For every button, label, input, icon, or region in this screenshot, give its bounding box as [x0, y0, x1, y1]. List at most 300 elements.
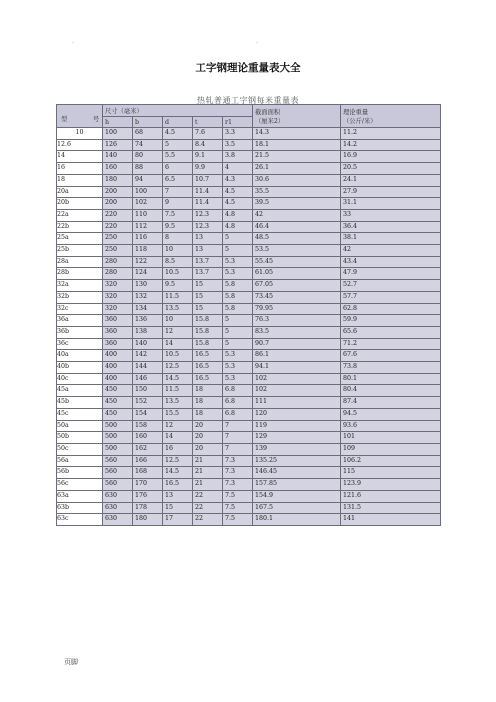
value-cell: 59.9 [341, 315, 441, 327]
value-cell: 360 [103, 338, 133, 350]
value-cell: 168 [133, 467, 163, 479]
value-cell: 21 [193, 479, 223, 491]
value-cell: 118 [133, 245, 163, 257]
value-cell: 16.5 [193, 350, 223, 362]
model-cell: 20a [57, 186, 103, 198]
table-row [57, 221, 441, 233]
model-cell: 32c [57, 303, 103, 315]
model-cell: 63c [57, 514, 103, 526]
value-cell: 146 [133, 373, 163, 385]
value-cell: 5 [223, 245, 253, 257]
value-cell: 16 [163, 443, 193, 455]
value-cell: 111 [253, 397, 341, 409]
value-cell: 13.5 [163, 397, 193, 409]
value-cell: 11.2 [341, 128, 441, 140]
value-cell: 42 [253, 209, 341, 221]
value-cell: 33 [341, 209, 441, 221]
value-cell: 5 [223, 326, 253, 338]
value-cell: 80 [133, 151, 163, 163]
value-cell: 68 [133, 128, 163, 140]
value-cell: 4.3 [223, 174, 253, 186]
model-cell: 28b [57, 268, 103, 280]
value-cell: 160 [103, 163, 133, 175]
table-row [57, 256, 441, 268]
value-cell: 14.2 [341, 139, 441, 151]
value-cell: 65.6 [341, 326, 441, 338]
value-cell: 7.5 [223, 502, 253, 514]
table-row [57, 479, 441, 491]
table-row [57, 186, 441, 198]
value-cell: 16.9 [341, 151, 441, 163]
value-cell: 52.7 [341, 280, 441, 292]
model-cell: 63b [57, 502, 103, 514]
table-row [57, 514, 441, 526]
value-cell: 280 [103, 268, 133, 280]
value-cell: 129 [253, 432, 341, 444]
table-row [57, 443, 441, 455]
value-cell: 90.7 [253, 338, 341, 350]
table-row [57, 350, 441, 362]
value-cell: 116 [133, 233, 163, 245]
value-cell: 130 [133, 280, 163, 292]
document-title: 工字钢理论重量表大全 [195, 62, 301, 74]
value-cell: 74 [133, 139, 163, 151]
value-cell: 500 [103, 420, 133, 432]
value-cell: 7.5 [223, 514, 253, 526]
value-cell: 13 [193, 233, 223, 245]
table-row [57, 420, 441, 432]
value-cell: 94.1 [253, 362, 341, 374]
table-row [57, 397, 441, 409]
value-cell: 88 [133, 163, 163, 175]
table-row [57, 233, 441, 245]
value-cell: 12 [163, 420, 193, 432]
value-cell: 15.5 [163, 408, 193, 420]
model-cell: 40b [57, 362, 103, 374]
model-cell: 50a [57, 420, 103, 432]
value-cell: 94.5 [341, 408, 441, 420]
value-cell: 36.4 [341, 221, 441, 233]
value-cell: 8.5 [163, 256, 193, 268]
value-cell: 7.3 [223, 479, 253, 491]
value-cell: 73.8 [341, 362, 441, 374]
value-cell: 560 [103, 455, 133, 467]
value-cell: 320 [103, 291, 133, 303]
model-header-label: 号 [93, 116, 100, 123]
value-cell: 5 [223, 338, 253, 350]
model-cell: 12.6 [57, 139, 103, 151]
value-cell: 320 [103, 280, 133, 292]
value-cell: 14.5 [163, 373, 193, 385]
value-cell: 158 [133, 420, 163, 432]
table-row [57, 408, 441, 420]
value-cell: 3.8 [223, 151, 253, 163]
table-body [57, 128, 441, 526]
model-cell: 45b [57, 397, 103, 409]
area-header-label: 截面面积 [255, 109, 281, 116]
table-row [57, 362, 441, 374]
value-cell: 93.6 [341, 420, 441, 432]
value-cell: 10 [163, 245, 193, 257]
page-footer: 页脚 [64, 658, 78, 666]
value-cell: 7 [163, 186, 193, 198]
value-cell: 7.6 [193, 128, 223, 140]
value-cell: 5.3 [223, 362, 253, 374]
value-cell: 12.5 [163, 362, 193, 374]
value-cell: 9.5 [163, 280, 193, 292]
value-cell: 21 [193, 467, 223, 479]
value-cell: 140 [133, 338, 163, 350]
value-cell: 26.1 [253, 163, 341, 175]
value-cell: 55.45 [253, 256, 341, 268]
value-cell: 6.8 [223, 385, 253, 397]
value-cell: 16.5 [163, 479, 193, 491]
value-cell: 101 [341, 432, 441, 444]
value-cell: 9 [163, 198, 193, 210]
table-row [57, 303, 441, 315]
value-cell: 134 [133, 303, 163, 315]
value-cell: 109 [341, 443, 441, 455]
value-cell: 86.1 [253, 350, 341, 362]
value-cell: 35.5 [253, 186, 341, 198]
value-cell: 106.2 [341, 455, 441, 467]
value-cell: 12.5 [163, 455, 193, 467]
table-row [57, 326, 441, 338]
value-cell: 123.9 [341, 479, 441, 491]
value-cell: 10.5 [163, 350, 193, 362]
value-cell: 18 [193, 397, 223, 409]
value-cell: 4.8 [223, 209, 253, 221]
value-cell: 73.45 [253, 291, 341, 303]
value-cell: 124 [133, 268, 163, 280]
value-cell: 10.5 [163, 268, 193, 280]
model-cell: 18 [57, 174, 103, 186]
value-cell: 166 [133, 455, 163, 467]
value-cell: 80.1 [341, 373, 441, 385]
value-cell: 138 [133, 326, 163, 338]
value-cell: 180.1 [253, 514, 341, 526]
table-row [57, 245, 441, 257]
value-cell: 140 [103, 151, 133, 163]
value-cell: 630 [103, 514, 133, 526]
value-cell: 18 [193, 385, 223, 397]
value-cell: 11.5 [163, 385, 193, 397]
table-row [57, 209, 441, 221]
table-row [57, 315, 441, 327]
value-cell: 200 [103, 186, 133, 198]
value-cell: 154.9 [253, 490, 341, 502]
value-cell: 167.5 [253, 502, 341, 514]
value-cell: 83.5 [253, 326, 341, 338]
dim-column-header: b [133, 117, 163, 128]
value-cell: 400 [103, 362, 133, 374]
value-cell: 5 [223, 233, 253, 245]
area-header-unit: （厘米2） [255, 118, 285, 125]
value-cell: 135.25 [253, 455, 341, 467]
value-cell: 14 [163, 432, 193, 444]
value-cell: 71.2 [341, 338, 441, 350]
value-cell: 15.8 [193, 326, 223, 338]
value-cell: 7 [223, 443, 253, 455]
value-cell: 5 [163, 139, 193, 151]
value-cell: 139 [253, 443, 341, 455]
area-column-header [253, 105, 341, 128]
value-cell: 10 [163, 315, 193, 327]
i-beam-weight-table [56, 104, 441, 526]
value-cell: 21 [193, 455, 223, 467]
value-cell: 16.5 [193, 373, 223, 385]
value-cell: 38.1 [341, 233, 441, 245]
value-cell: 6.8 [223, 408, 253, 420]
value-cell: 5.3 [223, 268, 253, 280]
model-cell: 45c [57, 408, 103, 420]
value-cell: 62.8 [341, 303, 441, 315]
value-cell: 11.4 [193, 198, 223, 210]
value-cell: 11.5 [163, 291, 193, 303]
value-cell: 21.5 [253, 151, 341, 163]
value-cell: 15.8 [193, 315, 223, 327]
value-cell: 100 [103, 128, 133, 140]
table-row [57, 432, 441, 444]
value-cell: 15 [193, 291, 223, 303]
value-cell: 5.3 [223, 350, 253, 362]
value-cell: 12 [163, 326, 193, 338]
value-cell: 39.5 [253, 198, 341, 210]
value-cell: 31.1 [341, 198, 441, 210]
value-cell: 13 [193, 245, 223, 257]
model-cell: 10 [57, 128, 103, 140]
value-cell: 18.1 [253, 139, 341, 151]
value-cell: 630 [103, 490, 133, 502]
model-cell: 36a [57, 315, 103, 327]
value-cell: 5.8 [223, 280, 253, 292]
value-cell: 102 [133, 198, 163, 210]
value-cell: 42 [341, 245, 441, 257]
value-cell: 5 [223, 315, 253, 327]
value-cell: 144 [133, 362, 163, 374]
value-cell: 15.8 [193, 338, 223, 350]
value-cell: 17 [163, 514, 193, 526]
value-cell: 142 [133, 350, 163, 362]
value-cell: 14.5 [163, 467, 193, 479]
table-row [57, 373, 441, 385]
value-cell: 46.4 [253, 221, 341, 233]
value-cell: 450 [103, 397, 133, 409]
table-row [57, 163, 441, 175]
table-row [57, 490, 441, 502]
value-cell: 360 [103, 315, 133, 327]
value-cell: 15 [193, 280, 223, 292]
value-cell: 13.5 [163, 303, 193, 315]
value-cell: 220 [103, 221, 133, 233]
value-cell: 560 [103, 479, 133, 491]
model-column-header [57, 105, 103, 128]
table-row [57, 291, 441, 303]
value-cell: 13.7 [193, 268, 223, 280]
model-cell: 14 [57, 151, 103, 163]
value-cell: 7 [223, 432, 253, 444]
value-cell: 30.6 [253, 174, 341, 186]
value-cell: 20 [193, 443, 223, 455]
value-cell: 76.3 [253, 315, 341, 327]
value-cell: 160 [133, 432, 163, 444]
value-cell: 5.3 [223, 373, 253, 385]
value-cell: 14 [163, 338, 193, 350]
model-cell: 16 [57, 163, 103, 175]
model-header-label: 型 [61, 116, 68, 123]
value-cell: 94 [133, 174, 163, 186]
value-cell: 250 [103, 233, 133, 245]
value-cell: 4 [223, 163, 253, 175]
model-cell: 36b [57, 326, 103, 338]
value-cell: 10.7 [193, 174, 223, 186]
value-cell: 250 [103, 245, 133, 257]
value-cell: 136 [133, 315, 163, 327]
value-cell: 12.3 [193, 221, 223, 233]
value-cell: 47.9 [341, 268, 441, 280]
value-cell: 48.5 [253, 233, 341, 245]
value-cell: 20 [193, 420, 223, 432]
value-cell: 3.3 [223, 128, 253, 140]
value-cell: 157.85 [253, 479, 341, 491]
value-cell: 7.3 [223, 455, 253, 467]
value-cell: 18 [193, 408, 223, 420]
value-cell: 4.5 [223, 198, 253, 210]
value-cell: 154 [133, 408, 163, 420]
value-cell: 6 [163, 163, 193, 175]
value-cell: 132 [133, 291, 163, 303]
value-cell: 43.4 [341, 256, 441, 268]
value-cell: 180 [103, 174, 133, 186]
value-cell: 61.05 [253, 268, 341, 280]
value-cell: 7.5 [163, 209, 193, 221]
model-cell: 50c [57, 443, 103, 455]
value-cell: 3.5 [223, 139, 253, 151]
dim-column-header: h [103, 117, 133, 128]
table-row [57, 151, 441, 163]
value-cell: 220 [103, 209, 133, 221]
table-row [57, 502, 441, 514]
header-mark: . [72, 38, 74, 45]
dimensions-header: 尺寸（毫米） [103, 105, 253, 117]
value-cell: 13.7 [193, 256, 223, 268]
model-cell: 63a [57, 490, 103, 502]
table-row [57, 455, 441, 467]
value-cell: 180 [133, 514, 163, 526]
value-cell: 5.3 [223, 256, 253, 268]
table-row [57, 174, 441, 186]
table-caption: 热轧普通工字钢每米重量表 [197, 96, 299, 105]
weight-column-header [341, 105, 441, 128]
value-cell: 360 [103, 326, 133, 338]
weight-header-unit: （公斤/米） [343, 118, 377, 125]
value-cell: 16.5 [193, 362, 223, 374]
value-cell: 80.4 [341, 385, 441, 397]
model-cell: 20b [57, 198, 103, 210]
table-row [57, 128, 441, 140]
value-cell: 200 [103, 198, 133, 210]
table-row [57, 268, 441, 280]
value-cell: 53.5 [253, 245, 341, 257]
model-cell: 25a [57, 233, 103, 245]
value-cell: 4.5 [163, 128, 193, 140]
value-cell: 176 [133, 490, 163, 502]
value-cell: 500 [103, 432, 133, 444]
value-cell: 12.3 [193, 209, 223, 221]
dim-column-header: t [193, 117, 223, 128]
value-cell: 57.7 [341, 291, 441, 303]
value-cell: 400 [103, 373, 133, 385]
value-cell: 4.5 [223, 186, 253, 198]
value-cell: 400 [103, 350, 133, 362]
value-cell: 67.6 [341, 350, 441, 362]
model-cell: 50b [57, 432, 103, 444]
value-cell: 100 [133, 186, 163, 198]
header-mark: . [256, 38, 258, 45]
model-cell: 56b [57, 467, 103, 479]
value-cell: 162 [133, 443, 163, 455]
model-cell: 28a [57, 256, 103, 268]
value-cell: 20.5 [341, 163, 441, 175]
model-cell: 32a [57, 280, 103, 292]
value-cell: 630 [103, 502, 133, 514]
value-cell: 14.3 [253, 128, 341, 140]
value-cell: 8 [163, 233, 193, 245]
table-row [57, 338, 441, 350]
model-cell: 56a [57, 455, 103, 467]
value-cell: 67.05 [253, 280, 341, 292]
value-cell: 102 [253, 385, 341, 397]
model-cell: 22a [57, 209, 103, 221]
value-cell: 178 [133, 502, 163, 514]
value-cell: 5.8 [223, 291, 253, 303]
value-cell: 560 [103, 467, 133, 479]
value-cell: 450 [103, 385, 133, 397]
value-cell: 170 [133, 479, 163, 491]
table-row [57, 385, 441, 397]
value-cell: 9.1 [193, 151, 223, 163]
table-row [57, 467, 441, 479]
value-cell: 5.8 [223, 303, 253, 315]
value-cell: 115 [341, 467, 441, 479]
value-cell: 450 [103, 408, 133, 420]
value-cell: 8.4 [193, 139, 223, 151]
model-cell: 40c [57, 373, 103, 385]
value-cell: 5.5 [163, 151, 193, 163]
dim-column-header: r1 [223, 117, 253, 128]
value-cell: 11.4 [193, 186, 223, 198]
value-cell: 27.9 [341, 186, 441, 198]
value-cell: 15 [193, 303, 223, 315]
model-cell: 40a [57, 350, 103, 362]
value-cell: 152 [133, 397, 163, 409]
value-cell: 121.6 [341, 490, 441, 502]
value-cell: 22 [193, 514, 223, 526]
value-cell: 150 [133, 385, 163, 397]
value-cell: 141 [341, 514, 441, 526]
value-cell: 79.95 [253, 303, 341, 315]
value-cell: 6.5 [163, 174, 193, 186]
value-cell: 22 [193, 490, 223, 502]
value-cell: 126 [103, 139, 133, 151]
value-cell: 9.9 [193, 163, 223, 175]
table-row [57, 280, 441, 292]
value-cell: 120 [253, 408, 341, 420]
model-cell: 56c [57, 479, 103, 491]
value-cell: 15 [163, 502, 193, 514]
table-row [57, 139, 441, 151]
value-cell: 7 [223, 420, 253, 432]
